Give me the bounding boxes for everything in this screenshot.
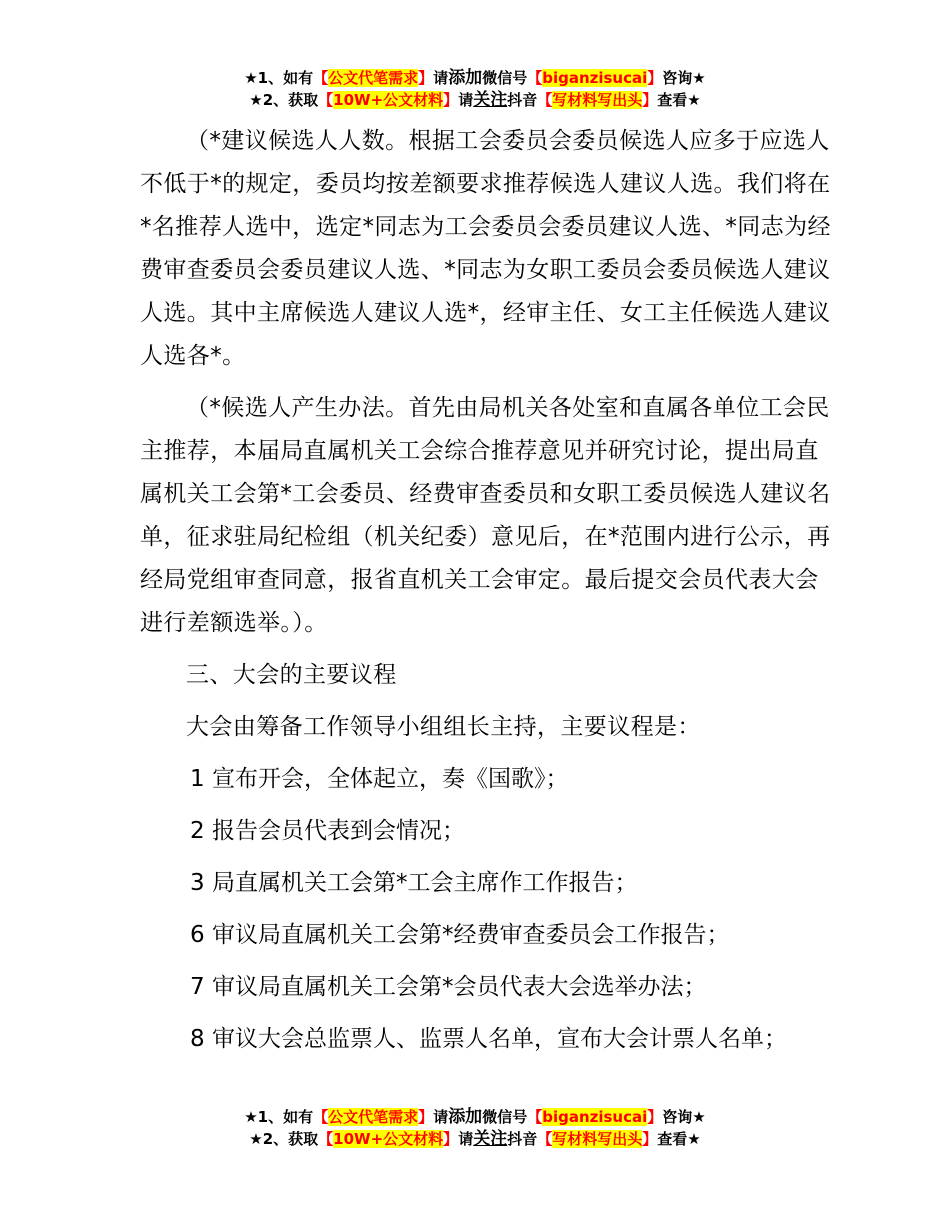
bracket: 【 [527, 1108, 543, 1126]
banner-text: ★1、如有 [244, 69, 314, 87]
banner-text: 微信号 [482, 69, 528, 87]
bracket: 【 [527, 69, 543, 87]
banner-text: 关注 [473, 1129, 508, 1149]
banner-text: 抖音 [507, 1130, 538, 1148]
banner-text: 微信号 [482, 1108, 528, 1126]
agenda-item: 1 宣布开会，全体起立，奏《国歌》； [190, 766, 569, 792]
agenda-intro: 大会由筹备工作领导小组组长主持，主要议程是： [186, 714, 701, 740]
banner-text: 请 [433, 1108, 449, 1126]
banner-line-1 [0, 67, 950, 89]
banner-text: 关注 [473, 90, 508, 110]
bracket: 】 [647, 1108, 663, 1126]
banner-text: 咨询★ [662, 69, 706, 87]
banner-text: 请 [458, 91, 474, 109]
section-title: 三、大会的主要议程 [186, 662, 397, 688]
banner-text: 请 [433, 69, 449, 87]
bracket: 】 [443, 1130, 459, 1148]
agenda-item: 2 报告会员代表到会情况； [190, 818, 465, 844]
agenda-item: 8 审议大会总监票人、监票人名单，宣布大会计票人名单； [190, 1026, 787, 1052]
banner-line-2 [0, 1128, 950, 1150]
header-banner [0, 67, 950, 111]
agenda-item: 7 审议局直属机关工会第*会员代表大会选举办法； [190, 974, 707, 1000]
banner-text: ★1、如有 [244, 1108, 314, 1126]
footer-banner [0, 1106, 950, 1150]
banner-text: 请 [458, 1130, 474, 1148]
highlight-douyin-account: 写材料写出头 [552, 1130, 643, 1148]
highlight-wechat-id: biganzisucai [542, 69, 648, 87]
bracket: 】 [642, 1130, 658, 1148]
banner-text: ★2、获取 [249, 91, 319, 109]
document-body [140, 120, 840, 1061]
banner-text: 添加 [448, 1107, 483, 1127]
banner-text: 查看★ [657, 91, 701, 109]
banner-text: 抖音 [507, 91, 538, 109]
banner-line-1 [0, 1106, 950, 1128]
highlight-materials: 10W+公文材料 [333, 91, 444, 109]
bracket: 】 [418, 69, 434, 87]
bracket: 】 [642, 91, 658, 109]
banner-text: 添加 [448, 68, 483, 88]
agenda-item: 3 局直属机关工会第*工会主席作工作报告； [190, 870, 638, 896]
highlight-materials: 10W+公文材料 [333, 1130, 444, 1148]
bracket: 【 [318, 1130, 334, 1148]
bracket: 】 [418, 1108, 434, 1126]
highlight-ghostwriting: 公文代笔需求 [328, 69, 419, 87]
banner-text: 咨询★ [662, 1108, 706, 1126]
bracket: 【 [537, 1130, 553, 1148]
banner-text: ★2、获取 [249, 1130, 319, 1148]
bracket: 【 [313, 69, 329, 87]
bracket: 【 [318, 91, 334, 109]
highlight-douyin-account: 写材料写出头 [552, 91, 643, 109]
bracket: 【 [313, 1108, 329, 1126]
bracket: 】 [647, 69, 663, 87]
bracket: 【 [537, 91, 553, 109]
banner-line-2 [0, 89, 950, 111]
highlight-ghostwriting: 公文代笔需求 [328, 1108, 419, 1126]
bracket: 】 [443, 91, 459, 109]
agenda-item: 6 审议局直属机关工会第*经费审查委员会工作报告； [190, 922, 730, 948]
paragraph-candidate-numbers: （*建议候选人人数。根据工会委员会委员候选人应多于应选人不低于*的规定，委员均按差额要求推荐候选人建议人选。我们将在*名推荐人选中，选定*同志为工会委员会委员建议人选、*同志为经费审查委员会委员建议人选、*同志为女职工委员会委员候选人建议人选。其中主席候选人建议人选*，经审主任、女工主任候选人建议人选各*。 [140, 128, 831, 369]
banner-text: 查看★ [657, 1130, 701, 1148]
highlight-wechat-id: biganzisucai [542, 1108, 648, 1126]
paragraph-candidate-method: （*候选人产生办法。首先由局机关各处室和直属各单位工会民主推荐，本届局直属机关工会综合推荐意见并研究讨论，提出局直属机关工会第*工会委员、经费审查委员和女职工委员候选人建议名单，征求驻局纪检组（机关纪委）意见后，在*范围内进行公示，再经局党组审查同意，报省直机关工会审定。最后提交会员代表大会进行差额选举。）。 [140, 395, 831, 636]
